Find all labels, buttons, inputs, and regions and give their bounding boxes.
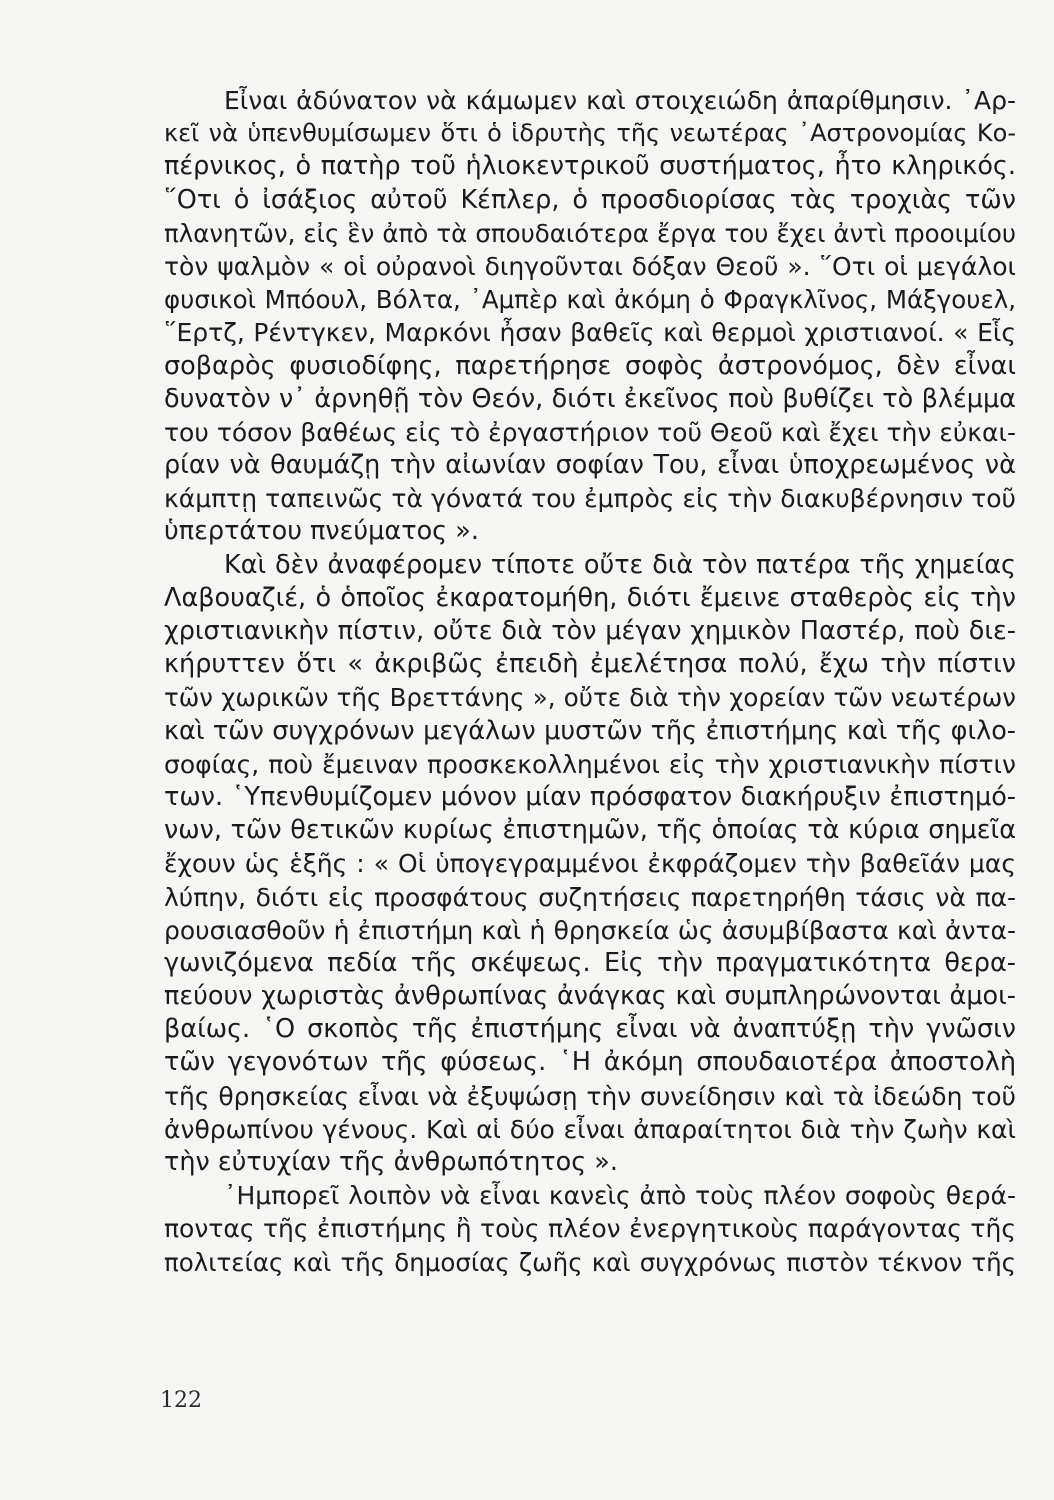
text-line: ἀνθρωπίνου γένους. Καὶ αἱ δύο εἶναι ἀπαραίτητοι διὰ τὴν ζωὴν καὶ [164, 1114, 1016, 1144]
text-line: τῶν χωρικῶν τῆς Βρεττάνης », οὔτε διὰ τὴν χορείαν τῶν νεωτέρων [164, 683, 1016, 713]
text-line: Εἶναι ἀδύνατον νὰ κάμωμεν καὶ στοιχειώδη ἀπαρίθμησιν. ᾿Αρ- [224, 86, 1016, 115]
body-text [164, 84, 1016, 1279]
text-line: σοβαρὸς φυσιοδίφης, παρετήρησε σοφὸς ἀστρονόμος, δὲν εἶναι [164, 350, 1016, 381]
text-line: τῶν γεγονότων τῆς φύσεως. ῾Η ἀκόμη σπουδαιοτέρα ἀποστολὴ [164, 1047, 1016, 1078]
text-line: πλανητῶν, εἰς ἓν ἀπὸ τὰ σπουδαιότερα ἔργα του ἔχει ἀντὶ προοιμίου [164, 218, 1016, 248]
text-line: των. ῾Υπενθυμίζομεν μόνον μίαν πρόσφατον διακήρυξιν ἐπιστημό- [164, 781, 1016, 812]
text-line: ῞Ερτζ, Ρέντγκεν, Μαρκόνι ἦσαν βαθεῖς καὶ θερμοὶ χριστιανοί. « Εἷς [164, 318, 1016, 348]
text-line: τὴν εὐτυχίαν τῆς ἀνθρωπότητος ». [164, 1147, 619, 1177]
text-line: λύπην, διότι εἰς προσφάτους συζητήσεις παρετηρήθη τάσις νὰ πα- [164, 882, 1016, 912]
text-line: Λαβουαζιέ, ὁ ὁποῖος ἐκαρατομήθη, διότι ἔμεινε σταθερὸς εἰς τὴν [164, 582, 1016, 613]
text-line: ἔχουν ὡς ἑξῆς : « Οἱ ὑπογεγραμμένοι ἐκφράζομεν τὴν βαθεῖάν μας [164, 849, 1016, 879]
text-line: τὸν ψαλμὸν « οἱ οὐρανοὶ διηγοῦνται δόξαν Θεοῦ ». ῞Οτι οἱ μεγάλοι [164, 251, 1016, 281]
text-line: Καὶ δὲν ἀναφέρομεν τίποτε οὔτε διὰ τὸν πατέρα τῆς χημείας [224, 549, 1016, 580]
text-line: τῆς θρησκείας εἶναι νὰ ἐξυψώσῃ τὴν συνείδησιν καὶ τὰ ἰδεώδη τοῦ [164, 1081, 1016, 1111]
text-line: ῞Οτι ὁ ἰσάξιος αὐτοῦ Κέπλερ, ὁ προσδιορίσας τὰς τροχιὰς τῶν [164, 184, 1016, 215]
text-line: βαίως. ῾Ο σκοπὸς τῆς ἐπιστήμης εἶναι νὰ ἀναπτύξῃ τὴν γνῶσιν [164, 1014, 1016, 1045]
text-line: κεῖ νὰ ὑπενθυμίσωμεν ὅτι ὁ ἱδρυτὴς τῆς νεωτέρας ᾿Αστρονομίας Κο- [164, 119, 1016, 148]
text-line: ποντας τῆς ἐπιστήμης ἢ τοὺς πλέον ἐνεργητικοὺς παράγοντας τῆς [164, 1214, 1016, 1244]
text-line: νων, τῶν θετικῶν κυρίως ἐπιστημῶν, τῆς ὁποίας τὰ κύρια σημεῖα [164, 815, 1016, 846]
text-line: κήρυττεν ὅτι « ἀκριβῶς ἐπειδὴ ἐμελέτησα πολύ, ἔχω τὴν πίστιν [164, 649, 1016, 680]
text-line: καὶ τῶν συγχρόνων μεγάλων μυστῶν τῆς ἐπιστήμης καὶ τῆς φιλο- [164, 715, 1016, 746]
text-line: δυνατὸν ν᾿ ἀρνηθῇ τὸν Θεόν, διότι ἐκεῖνος ποὺ βυθίζει τὸ βλέμμα [164, 383, 1016, 414]
text-line: πέρνικος, ὁ πατὴρ τοῦ ἡλιοκεντρικοῦ συστήματος, ἦτο κληρικός. [164, 151, 1016, 182]
text-line: ρίαν νὰ θαυμάζῃ τὴν αἰωνίαν σοφίαν Του, εἶναι ὑποχρεωμένος νὰ [164, 450, 1016, 481]
text-line: σοφίας, ποὺ ἔμειναν προσκεκολλημένοι εἰς τὴν χριστιανικὴν πίστιν [164, 749, 1016, 779]
text-line: ρουσιασθοῦν ἡ ἐπιστήμη καὶ ἡ θρησκεία ὡς ἀσυμβίβαστα καὶ ἀντα- [164, 915, 1016, 945]
text-line: κάμπτῃ ταπεινῶς τὰ γόνατά του ἐμπρὸς εἰς τὴν διακυβέρνησιν τοῦ [164, 484, 1016, 514]
text-line: του τόσον βαθέως εἰς τὸ ἐργαστήριον τοῦ Θεοῦ καὶ ἔχει τὴν εὐκαι- [164, 417, 1016, 447]
text-line: ὑπερτάτου πνεύματος ». [164, 516, 479, 547]
text-line: ᾿Ημπορεῖ λοιπὸν νὰ εἶναι κανεὶς ἀπὸ τοὺς πλέον σοφοὺς θερά- [224, 1181, 1016, 1211]
page-number: 122 [160, 1388, 202, 1413]
text-line: φυσικοὶ Μπόουλ, Βόλτα, ᾿Αμπὲρ καὶ ἀκόμη ὁ Φραγκλῖνος, Μάξγουελ, [164, 285, 1016, 315]
text-line: πολιτείας καὶ τῆς δημοσίας ζωῆς καὶ συγχρόνως πιστὸν τέκνον τῆς [164, 1247, 1016, 1277]
text-line: χριστιανικὴν πίστιν, οὔτε διὰ τὸν μέγαν χημικὸν Παστέρ, ποὺ διε- [164, 616, 1016, 646]
text-line: γωνιζόμενα πεδία τῆς σκέψεως. Εἰς τὴν πραγματικότητα θερα- [164, 947, 1016, 978]
text-line: πεύουν χωριστὰς ἀνθρωπίνας ἀνάγκας καὶ συμπληρώνονται ἀμοι- [164, 981, 1016, 1012]
